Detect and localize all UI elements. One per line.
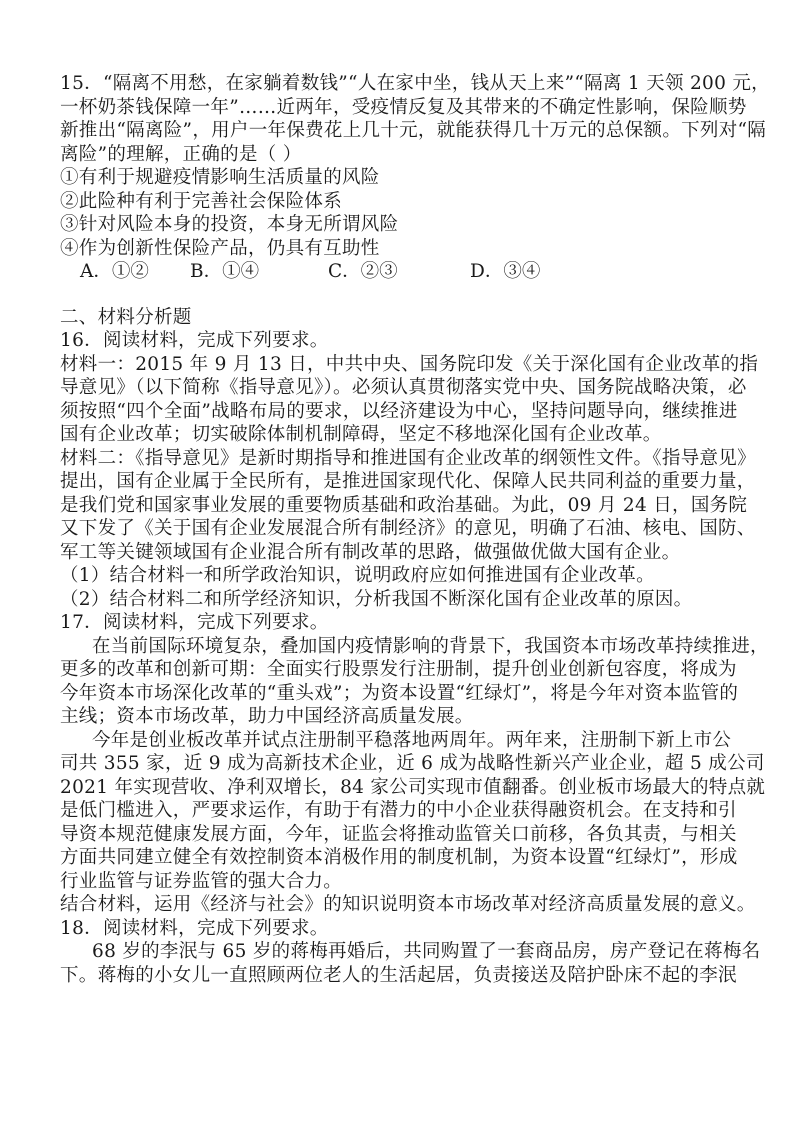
q15-stem-line: 一杯奶茶钱保障一年”……近两年，受疫情反复及其带来的不确定性影响，保险顺势 xyxy=(60,96,747,118)
q16-line: 材料二：《指导意见》是新时期指导和推进国有企业改革的纲领性文件。《指导意见》 xyxy=(60,447,756,469)
q17-paragraph-line: 2021 年实现营收、净利双增长，84 家公司实现市值翻番。创业板市场最大的特点就 xyxy=(60,776,766,798)
q17-paragraph-line: 行业监管与证券监管的强大合力。 xyxy=(60,870,343,892)
q16-line: 16．阅读材料，完成下列要求。 xyxy=(60,330,329,351)
q16-line: 又下发了《关于国有企业发展混合所有制经济》的意见，明确了石油、核电、国防、 xyxy=(60,518,756,539)
q16-line: 国有企业改革；切实破除体制机制障碍，坚定不移地深化国有企业改革。 xyxy=(60,424,662,445)
q17-question: 结合材料，运用《经济与社会》的知识说明资本市场改革对经济高质量发展的意义。 xyxy=(60,894,756,915)
q17-paragraph-line: 更多的改革和创新可期：全面实行股票发行注册制，提升创业创新包容度，将成为 xyxy=(60,659,737,680)
question-16 xyxy=(60,329,759,611)
q18-paragraph-line: 68 岁的李泯与 65 岁的蒋梅再婚后，共同购置了一套商品房，房产登记在蒋梅名 xyxy=(92,941,761,962)
section-spacer xyxy=(60,284,750,306)
q16-line: 材料一：2015 年 9 月 13 日，中共中央、国务院印发《关于深化国有企业改革的指 xyxy=(60,353,759,375)
q17-heading: 17．阅读材料，完成下列要求。 xyxy=(60,612,329,633)
question-17 xyxy=(60,611,769,917)
q17-paragraph-line: 方面共同建立健全有效控制资本消极作用的制度机制，为资本设置“红绿灯”，形成 xyxy=(60,847,738,868)
q15-option-a: A．①② xyxy=(80,261,149,282)
q17-paragraph-line: 是低门槛进入，严要求运作，有助于有潜力的中小企业获得融资机会。在支持和引 xyxy=(60,800,737,821)
q17-paragraph-line: 导资本规范健康发展方面，今年，证监会将推动监管关口前移，各负其责，与相关 xyxy=(60,823,737,845)
q16-line: 军工等关键领域国有企业混合所有制改革的思路，做强做优做大国有企业。 xyxy=(60,541,681,563)
q18-heading: 18．阅读材料，完成下列要求。 xyxy=(60,917,329,939)
q15-statement: ③针对风险本身的投资，本身无所谓风险 xyxy=(60,214,399,235)
q17-paragraph-line: 今年资本市场深化改革的“重头戏”；为资本设置“红绿灯”，将是今年对资本监管的 xyxy=(60,682,739,704)
q17-paragraph-line: 在当前国际环境复杂，叠加国内疫情影响的背景下，我国资本市场改革持续推进， xyxy=(92,635,769,657)
q15-stem-line: 新推出“隔离险”，用户一年保费花上几十元，就能获得几十万元的总保额。下列对“隔 xyxy=(60,120,767,141)
q16-subquestion-1: （1）结合材料一和所学政治知识，说明政府应如何推进国有企业改革。 xyxy=(60,565,655,586)
q15-option-b: B．①④ xyxy=(190,261,260,282)
q16-line: 是我们党和国家事业发展的重要物质基础和政治基础。为此，09 月 24 日，国务院 xyxy=(60,494,748,516)
q15-option-c: C．②③ xyxy=(328,261,398,282)
exam-page xyxy=(60,72,770,987)
q16-subquestion-2: （2）结合材料二和所学经济知识，分析我国不断深化国有企业改革的原因。 xyxy=(60,588,693,610)
q18-paragraph-line: 下。蒋梅的小女儿一直照顾两位老人的生活起居，负责接送及陪护卧床不起的李泯 xyxy=(60,964,737,986)
q16-line: 导意见》（以下简称《指导意见》）。必须认真贯彻落实党中央、国务院战略决策，必 xyxy=(60,377,747,398)
q15-options xyxy=(60,260,750,284)
q15-statement: ①有利于规避疫情影响生活质量的风险 xyxy=(60,167,380,188)
section-title: 二、材料分析题 xyxy=(60,306,192,328)
q15-stem-line: 离险”的理解，正确的是（ ） xyxy=(60,143,302,165)
q16-line: 提出，国有企业属于全民所有，是推进国家现代化、保障人民共同利益的重要力量， xyxy=(60,471,756,492)
question-18 xyxy=(60,917,761,988)
q17-paragraph-line: 主线；资本市场改革，助力中国经济高质量发展。 xyxy=(60,706,474,727)
q15-statement: ②此险种有利于完善社会保险体系 xyxy=(60,190,343,212)
q15-statement: ④作为创新性保险产品，仍具有互助性 xyxy=(60,237,380,259)
q15-option-d: D．③④ xyxy=(470,261,541,282)
q15-stem-line: 15．“隔离不用愁，在家躺着数钱”“人在家中坐，钱从天上来”“隔离 1 天领 200 元， xyxy=(60,73,770,94)
question-15 xyxy=(60,72,770,284)
q16-line: 须按照“四个全面”战略布局的要求，以经济建设为中心，坚持问题导向，继续推进 xyxy=(60,400,738,422)
q17-paragraph-line: 司共 355 家，近 9 成为高新技术企业，近 6 成为战略性新兴产业企业，超 5 成公司 xyxy=(60,753,765,774)
q17-paragraph-line: 今年是创业板改革并试点注册制平稳落地两周年。两年来，注册制下新上市公 xyxy=(92,729,732,751)
